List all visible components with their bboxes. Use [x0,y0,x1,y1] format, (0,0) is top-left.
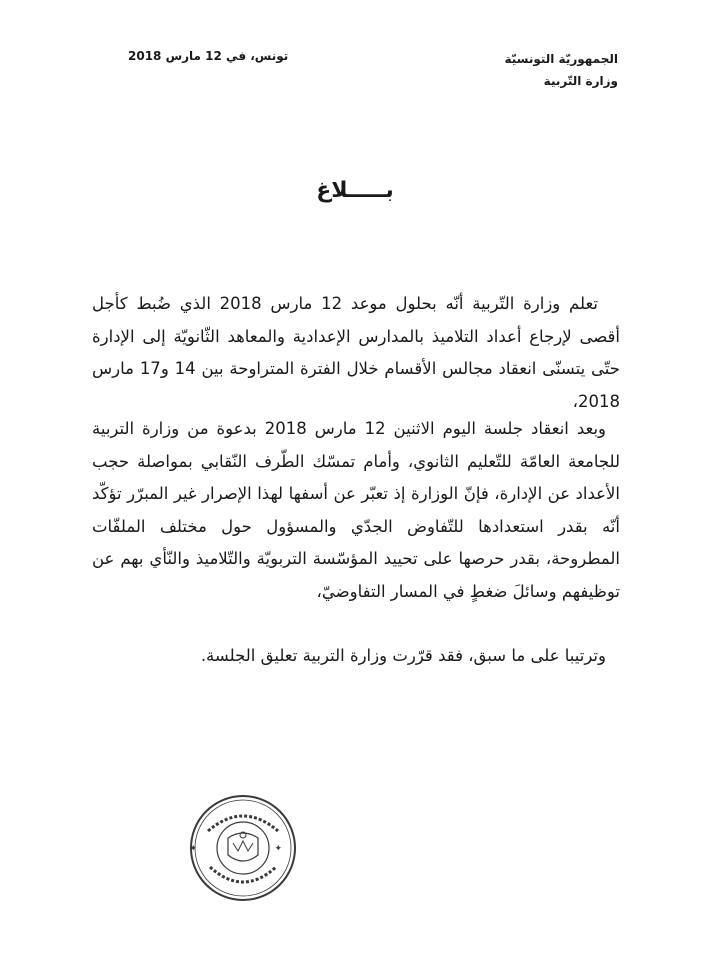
ministry-label: وزارة التّربية [543,74,618,88]
svg-text:✦: ✦ [189,844,197,854]
document-title: بـــــلاغ [316,178,394,203]
paragraph-3: وترتيبا على ما سبق، فقد قرّرت وزارة التربية تعليق الجلسة. [200,646,606,665]
letterhead [504,48,618,92]
svg-text:✦: ✦ [274,844,282,854]
republic-label: الجمهوريّة التونسيّة [504,52,618,66]
paragraph-2: وبعد انعقاد جلسة اليوم الاثنين 12 مارس 2018 بدعوة من وزارة التربية للجامعة العامّة للتّعليم الثانوي، وأمام تمسّك الطّرف النّقابي بمواصلة حجب الأعداد عن الإدارة، فإنّ الوزارة إذ تعبّر عن أسفها لهذا الإصرار غير المبرّر تؤكّد أنّه بقدر استعدادها للتّفاوض الجدّي والمسؤول حول مختلف الملفّات المطروحة، بقدر حرصها على تحييد المؤسّسة التربويّة والتّلاميذ والنّأي بهم عن توظيفهم وسائلَ ضغطٍ في المسار التفاوضيّ، [92,419,620,601]
official-seal-stamp [188,793,298,903]
paragraph-1: تعلم وزارة التّربية أنّه بحلول موعد 12 مارس 2018 الذي ضُبط كأجل أقصى لإرجاع أعداد التلاميذ بالمدارس الإعدادية والمعاهد الثّانويّة إلى الإدارة حتّى يتسنّى انعقاد مجالس الأقسام خلال الفترة المتراوحة بين 14 و17 مارس 2018، [92,294,620,411]
place-date: تونس، في 12 مارس 2018 [128,49,289,63]
